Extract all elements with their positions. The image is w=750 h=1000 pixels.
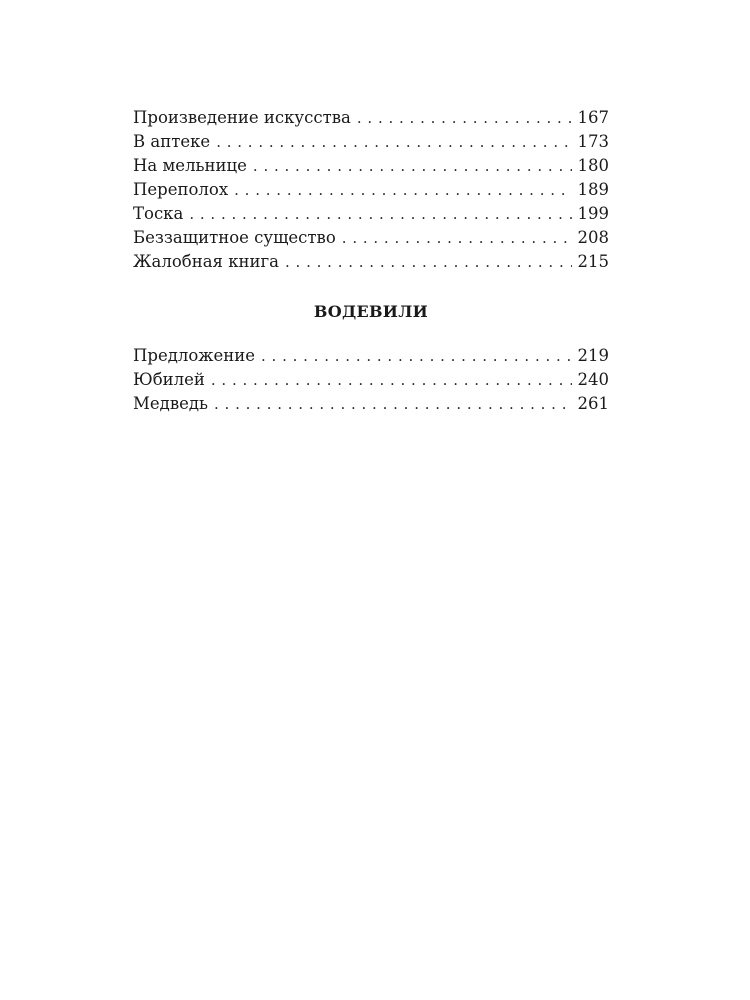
dot-leader <box>216 130 571 154</box>
toc-entry-page: 199 <box>577 204 609 223</box>
dot-leader <box>234 178 571 202</box>
table-of-contents <box>133 106 609 416</box>
toc-entry <box>133 250 609 274</box>
dot-leader <box>214 392 571 416</box>
toc-entry <box>133 106 609 130</box>
toc-entry-title: Предложение <box>133 346 255 365</box>
toc-entry-page: 261 <box>577 394 609 413</box>
toc-entry <box>133 344 609 368</box>
toc-entry-page: 215 <box>577 252 609 271</box>
toc-entry-title: Тоска <box>133 204 184 223</box>
toc-entry-title: На мельнице <box>133 156 247 175</box>
toc-entry-page: 167 <box>577 108 609 127</box>
dot-leader <box>261 344 572 368</box>
toc-entry-page: 219 <box>577 346 609 365</box>
toc-entry-title: Произведение искусства <box>133 108 351 127</box>
toc-entry-page: 240 <box>577 370 609 389</box>
toc-entry <box>133 368 609 392</box>
toc-entry-page: 173 <box>577 132 609 151</box>
toc-entry-page: 180 <box>577 156 609 175</box>
toc-entry-page: 189 <box>577 180 609 199</box>
dot-leader <box>189 202 571 226</box>
dot-leader <box>342 226 572 250</box>
toc-entry-title: В аптеке <box>133 132 211 151</box>
toc-entry <box>133 226 609 250</box>
toc-entry-title: Медведь <box>133 394 209 413</box>
dot-leader <box>357 106 572 130</box>
dot-leader <box>285 250 571 274</box>
dot-leader <box>253 154 572 178</box>
dot-leader <box>211 368 572 392</box>
toc-entry-title: Юбилей <box>133 370 205 389</box>
toc-entry <box>133 392 609 416</box>
toc-entry-title: Беззащитное существо <box>133 228 336 247</box>
toc-entry-title: Жалобная книга <box>133 252 280 271</box>
toc-entry <box>133 202 609 226</box>
toc-entry <box>133 178 609 202</box>
toc-entry-page: 208 <box>577 228 609 247</box>
toc-entry <box>133 130 609 154</box>
toc-entry-title: Переполох <box>133 180 229 199</box>
toc-entry <box>133 154 609 178</box>
section-heading: ВОДЕВИЛИ <box>313 302 429 321</box>
